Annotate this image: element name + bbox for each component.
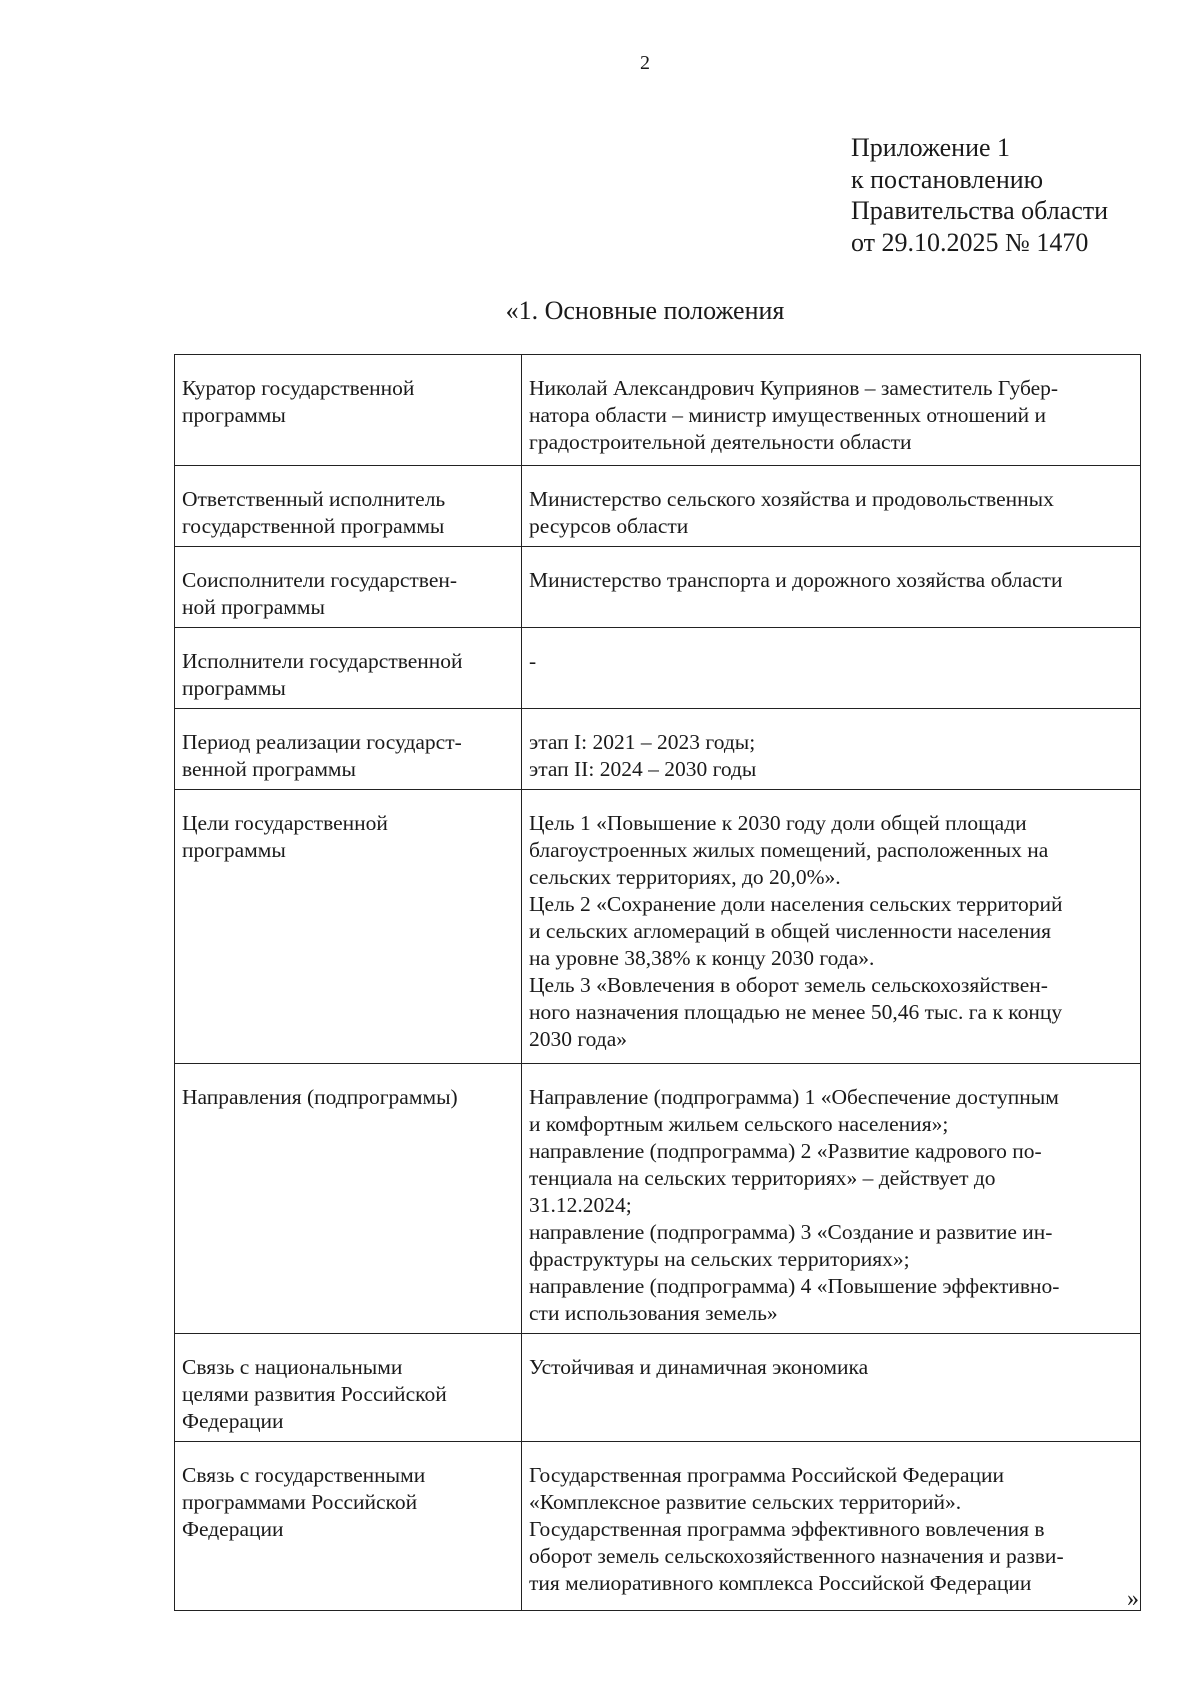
row-label-line: программы — [182, 676, 286, 700]
row-label-line: целями развития Российской — [182, 1382, 447, 1406]
row-label-line: государственной программы — [182, 514, 445, 538]
row-label-cell — [175, 547, 522, 628]
closing-quote: » — [1127, 1586, 1139, 1612]
row-label-line: Ответственный исполнитель — [182, 487, 446, 511]
row-label-cell — [175, 1442, 522, 1611]
row-label-line: Направления (подпрограммы) — [182, 1085, 458, 1109]
row-value-line: ного назначения площадью не менее 50,46 тыс. га к концу — [529, 1000, 1063, 1024]
row-value-cell — [522, 355, 1141, 466]
table-row — [175, 709, 1141, 790]
main-provisions-table — [174, 354, 1141, 1611]
row-value-line: Министерство транспорта и дорожного хозяйства области — [529, 568, 1063, 592]
row-label-cell — [175, 709, 522, 790]
appendix-line: к постановлению — [851, 164, 1044, 194]
table-row — [175, 355, 1141, 466]
row-value-cell — [522, 790, 1141, 1064]
row-value-line: направление (подпрограмма) 4 «Повышение эффективно- — [529, 1274, 1060, 1298]
row-value-line: 2030 года» — [529, 1027, 628, 1051]
row-value-line: ресурсов области — [529, 514, 689, 538]
row-value-line: «Комплексное развитие сельских территорий». — [529, 1490, 962, 1514]
table-row — [175, 547, 1141, 628]
row-label-line: венной программы — [182, 757, 356, 781]
row-value-line: Государственная программа Российской Федерации — [529, 1463, 1005, 1487]
row-value-line: оборот земель сельскохозяйственного назначения и разви- — [529, 1544, 1064, 1568]
appendix-header — [851, 132, 1108, 258]
row-value-line: Цель 3 «Вовлечения в оборот земель сельскохозяйствен- — [529, 973, 1048, 997]
appendix-line: от 29.10.2025 № 1470 — [851, 227, 1089, 257]
row-label-cell — [175, 628, 522, 709]
row-label-line: Цели государственной — [182, 811, 388, 835]
table-row — [175, 1064, 1141, 1334]
row-value-cell — [522, 1334, 1141, 1442]
row-label-line: Федерации — [182, 1409, 284, 1433]
row-value-line: 31.12.2024; — [529, 1193, 632, 1217]
row-label-cell — [175, 790, 522, 1064]
row-label-line: Соисполнители государствен- — [182, 568, 458, 592]
row-value-line: тенциала на сельских территориях» – действует до — [529, 1166, 996, 1190]
row-value-line: Министерство сельского хозяйства и продовольственных — [529, 487, 1054, 511]
row-value-line: на уровне 38,38% к концу 2030 года». — [529, 946, 875, 970]
row-value-line: Николай Александрович Куприянов – заместитель Губер- — [529, 376, 1059, 400]
table-row — [175, 790, 1141, 1064]
row-label-line: программами Российской — [182, 1490, 418, 1514]
row-value-line: направление (подпрограмма) 2 «Развитие кадрового по- — [529, 1139, 1042, 1163]
row-label-line: Куратор государственной — [182, 376, 415, 400]
row-value-line: сельских территориях, до 20,0%». — [529, 865, 841, 889]
row-value-line: - — [529, 649, 537, 673]
appendix-line: Правительства области — [851, 196, 1109, 225]
row-label-line: программы — [182, 403, 286, 427]
row-label-line: Связь с национальными — [182, 1355, 403, 1379]
row-value-line: благоустроенных жилых помещений, расположенных на — [529, 838, 1049, 862]
row-label-line: ной программы — [182, 595, 325, 619]
row-value-line: тия мелиоративного комплекса Российской Федерации — [529, 1571, 1032, 1595]
row-value-line: и комфортным жильем сельского населения»; — [529, 1112, 949, 1136]
row-value-line: этап I: 2021 – 2023 годы; — [529, 730, 756, 754]
table-row — [175, 1442, 1141, 1611]
row-value-line: Цель 2 «Сохранение доли населения сельских территорий — [529, 892, 1063, 916]
section-title: «1. Основные положения — [505, 296, 785, 325]
row-value-line: этап II: 2024 – 2030 годы — [529, 757, 757, 781]
page-number: 2 — [640, 52, 650, 74]
row-label-line: Федерации — [182, 1517, 284, 1541]
row-value-line: направление (подпрограмма) 3 «Создание и развитие ин- — [529, 1220, 1053, 1244]
table-row — [175, 466, 1141, 547]
row-value-cell — [522, 547, 1141, 628]
row-value-line: натора области – министр имущественных отношений и — [529, 403, 1047, 427]
row-value-line: сти использования земель» — [529, 1301, 778, 1325]
row-label-line: Связь с государственными — [182, 1463, 426, 1487]
row-label-cell — [175, 355, 522, 466]
row-value-line: Направление (подпрограмма) 1 «Обеспечение доступным — [529, 1085, 1059, 1109]
row-value-cell — [522, 466, 1141, 547]
row-value-line: фраструктуры на сельских территориях»; — [529, 1247, 910, 1271]
row-value-cell — [522, 709, 1141, 790]
row-value-cell — [522, 628, 1141, 709]
row-value-cell — [522, 1442, 1141, 1611]
row-value-line: Цель 1 «Повышение к 2030 году доли общей площади — [529, 811, 1027, 835]
row-label-cell — [175, 466, 522, 547]
row-label-line: Период реализации государст- — [182, 730, 462, 754]
row-label-line: программы — [182, 838, 286, 862]
row-value-line: и сельских агломераций в общей численности населения — [529, 919, 1052, 943]
row-label-cell — [175, 1334, 522, 1442]
appendix-line: Приложение 1 — [851, 133, 1011, 162]
row-label-line: Исполнители государственной — [182, 649, 463, 673]
row-value-line: Устойчивая и динамичная экономика — [529, 1355, 869, 1379]
row-value-line: Государственная программа эффективного вовлечения в — [529, 1517, 1045, 1541]
table-row — [175, 628, 1141, 709]
table-row — [175, 1334, 1141, 1442]
row-value-line: градостроительной деятельности области — [529, 430, 912, 454]
row-label-cell — [175, 1064, 522, 1334]
row-value-cell — [522, 1064, 1141, 1334]
